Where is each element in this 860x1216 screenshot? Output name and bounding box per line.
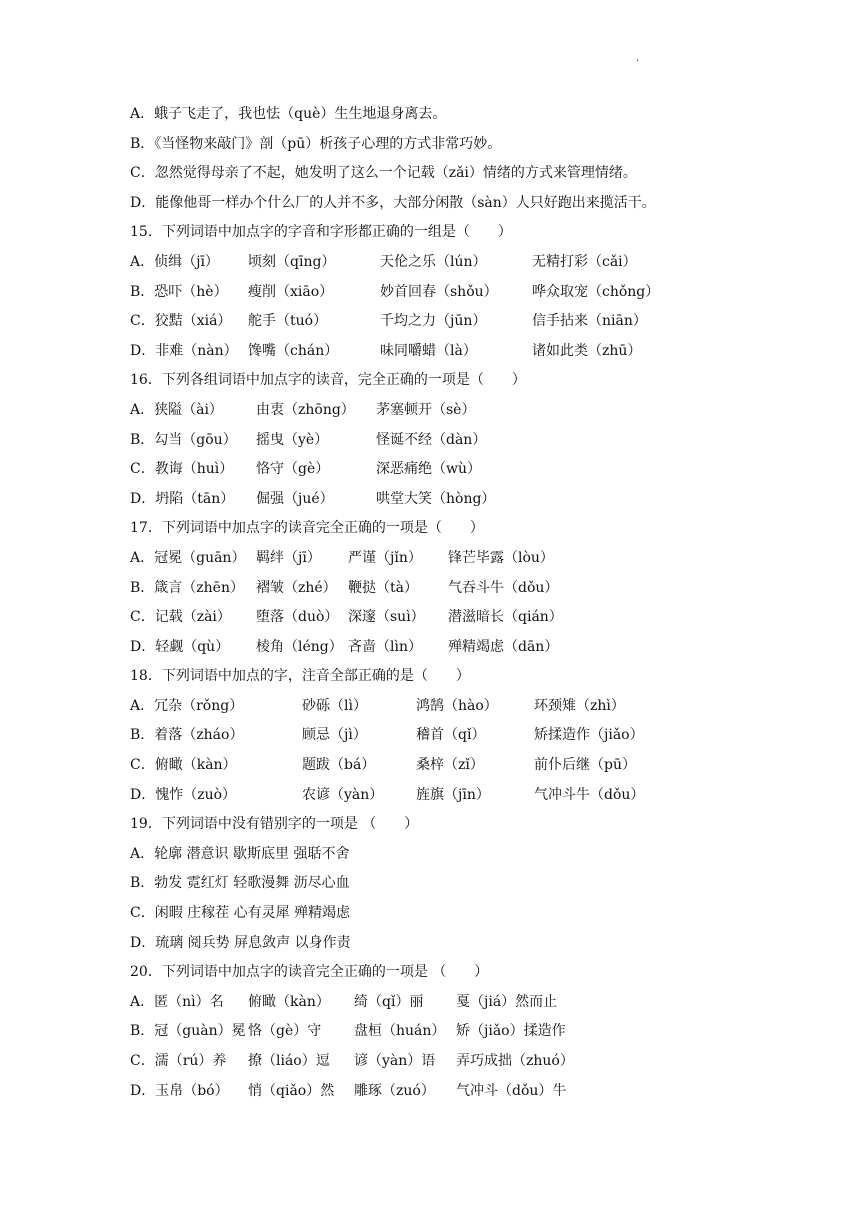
option-item: C．教诲（huì） bbox=[130, 461, 234, 478]
option-item: B．箴言（zhēn） bbox=[130, 579, 244, 596]
option-item: 顾忌（jì） bbox=[302, 727, 367, 744]
option-row bbox=[130, 574, 830, 604]
text-line bbox=[130, 514, 830, 544]
option-item: 严谨（jǐn） bbox=[348, 549, 422, 566]
option-row bbox=[130, 426, 830, 456]
option-item: 恪（gè）守 bbox=[248, 1023, 322, 1040]
option-row bbox=[130, 692, 830, 722]
option-item: 瘦削（xiāo） bbox=[248, 283, 334, 300]
option-item: 环颈雉（zhì） bbox=[534, 697, 625, 714]
text-line bbox=[130, 218, 830, 248]
option-item: 恪守（gè） bbox=[256, 461, 330, 478]
option-item: C．狡黠（xiá） bbox=[130, 313, 232, 330]
option-row bbox=[130, 721, 830, 751]
line-text: 17．下列词语中加点字的读音完全正确的一项是（ ） bbox=[130, 520, 484, 537]
option-item: 戛（jiá）然而止 bbox=[456, 993, 558, 1010]
option-row bbox=[130, 337, 830, 367]
option-item: A．匿（nì）名 bbox=[130, 993, 224, 1010]
option-item: 农谚（yàn） bbox=[302, 786, 384, 803]
text-line bbox=[130, 130, 830, 160]
option-item: 哗众取宠（chǒng） bbox=[532, 283, 660, 300]
option-item: A．冠冕（guān） bbox=[130, 549, 246, 566]
option-row bbox=[130, 751, 830, 781]
option-item: B．冠（guàn）冕 bbox=[130, 1023, 246, 1040]
option-item: 矫揉造作（jiǎo） bbox=[534, 727, 644, 744]
option-row bbox=[130, 544, 830, 574]
line-text: B．《当怪物来敲门》剖（pū）析孩子心理的方式非常巧妙。 bbox=[130, 135, 502, 152]
option-item: 稽首（qǐ） bbox=[416, 727, 486, 744]
option-item: 顷刻（qīng） bbox=[248, 253, 336, 270]
option-item: B．着落（zháo） bbox=[130, 727, 244, 744]
option-row bbox=[130, 603, 830, 633]
line-text: C．忽然觉得母亲了不起，她发明了这么一个记载（zǎi）情绪的方式来管理情绪。 bbox=[130, 165, 637, 182]
option-item: 由衷（zhōng） bbox=[256, 401, 355, 418]
option-item: B．恐吓（hè） bbox=[130, 283, 228, 300]
text-line bbox=[130, 189, 830, 219]
option-item: 砂砾（lì） bbox=[302, 697, 367, 714]
line-text: C．闲暇 庄稼茬 心有灵犀 殚精竭虑 bbox=[130, 905, 351, 922]
option-item: 雕琢（zuó） bbox=[354, 1082, 435, 1099]
option-item: 诸如此类（zhū） bbox=[532, 342, 642, 359]
line-text: B．勃发 霓红灯 轻歌漫舞 沥尽心血 bbox=[130, 875, 350, 892]
text-line bbox=[130, 958, 830, 988]
option-item: 舵手（tuó） bbox=[248, 313, 328, 330]
option-item: A．狭隘（ài） bbox=[130, 401, 223, 418]
line-text: D．琉璃 阅兵势 屏息敛声 以身作责 bbox=[130, 934, 351, 951]
option-item: 殚精竭虑（dān） bbox=[448, 638, 559, 655]
option-item: 鞭挞（tà） bbox=[348, 579, 418, 596]
option-item: 吝啬（lìn） bbox=[348, 638, 422, 655]
option-item: 味同嚼蜡（là） bbox=[380, 342, 477, 359]
option-item: 茅塞顿开（sè） bbox=[376, 401, 476, 418]
option-item: C．濡（rú）养 bbox=[130, 1053, 227, 1069]
option-item: 绮（qǐ）丽 bbox=[354, 993, 424, 1010]
option-item: 题跋（bá） bbox=[302, 757, 376, 774]
option-item: D．轻觑（qù） bbox=[130, 638, 230, 655]
line-text: 16．下列各组词语中加点字的读音，完全正确的一项是（ ） bbox=[130, 372, 526, 389]
line-text: D．能像他哥一样办个什么厂的人并不多，大部分闲散（sàn）人只好跑出来揽活干。 bbox=[130, 194, 656, 211]
option-row bbox=[130, 781, 830, 811]
text-line bbox=[130, 810, 830, 840]
line-text: 18．下列词语中加点的字，注音全部正确的是（ ） bbox=[130, 668, 470, 685]
header-mark: · bbox=[636, 56, 640, 67]
option-item: B．勾当（gōu） bbox=[130, 431, 237, 448]
option-item: 盘桓（huán） bbox=[354, 1023, 446, 1040]
option-item: 妙首回春（shǒu） bbox=[380, 283, 498, 300]
option-row bbox=[130, 633, 830, 663]
option-item: 哄堂大笑（hòng） bbox=[376, 490, 496, 507]
option-item: D．愧怍（zuò） bbox=[130, 786, 237, 803]
option-row bbox=[130, 278, 830, 308]
text-line bbox=[130, 662, 830, 692]
option-item: C．俯瞰（kàn） bbox=[130, 757, 237, 774]
option-item: D．非难（nàn） bbox=[130, 342, 238, 359]
option-row bbox=[130, 485, 830, 515]
option-item: 深邃（suì） bbox=[348, 609, 425, 626]
text-line bbox=[130, 929, 830, 959]
line-text: 19．下列词语中没有错别字的一项是 （ ） bbox=[130, 816, 419, 833]
option-item: 馋嘴（chán） bbox=[248, 342, 339, 359]
option-item: D．坍陷（tān） bbox=[130, 490, 235, 507]
option-row bbox=[130, 988, 830, 1018]
option-item: C．记载（zài） bbox=[130, 609, 231, 626]
option-row bbox=[130, 396, 830, 426]
line-text: A．轮廓 潜意识 歇斯底里 强聒不舍 bbox=[130, 845, 350, 862]
option-item: 谚（yàn）语 bbox=[354, 1053, 436, 1069]
text-line bbox=[130, 869, 830, 899]
line-text: A．蛾子飞走了，我也怯（què）生生地退身离去。 bbox=[130, 106, 447, 122]
option-item: 信手拈来（niān） bbox=[532, 313, 647, 330]
option-item: 千均之力（jūn） bbox=[380, 313, 487, 330]
option-item: 悄（qiǎo）然 bbox=[248, 1082, 335, 1099]
option-item: 天伦之乐（lún） bbox=[380, 253, 487, 270]
option-item: 深恶痛绝（wù） bbox=[376, 461, 481, 478]
option-item: A．冗杂（rǒng） bbox=[130, 697, 244, 714]
option-item: 桑梓（zǐ） bbox=[416, 757, 484, 774]
option-item: 潜滋暗长（qián） bbox=[448, 609, 563, 626]
option-item: 棱角（léng） bbox=[256, 638, 343, 655]
option-item: 无精打彩（cǎi） bbox=[532, 253, 637, 270]
option-item: D．玉帛（bó） bbox=[130, 1082, 229, 1099]
option-item: 矫（jiǎo）揉造作 bbox=[456, 1023, 566, 1040]
option-row bbox=[130, 307, 830, 337]
option-item: 倔强（jué） bbox=[256, 490, 334, 507]
document-page bbox=[130, 100, 830, 1106]
option-item: 锋芒毕露（lòu） bbox=[448, 549, 554, 566]
option-row bbox=[130, 248, 830, 278]
option-item: 气吞斗牛（dǒu） bbox=[448, 579, 559, 596]
option-item: 弄巧成拙（zhuó） bbox=[456, 1053, 574, 1069]
option-item: 气冲斗牛（dǒu） bbox=[534, 786, 645, 803]
option-item: A．侦缉（jī） bbox=[130, 253, 219, 270]
option-item: 旌旗（jīn） bbox=[416, 786, 490, 803]
option-item: 堕落（duò） bbox=[256, 609, 339, 626]
line-text: 20．下列词语中加点字的读音完全正确的一项是 （ ） bbox=[130, 964, 489, 981]
option-item: 羁绊（jī） bbox=[256, 549, 321, 566]
option-item: 怪诞不经（dàn） bbox=[376, 431, 487, 448]
line-text: 15．下列词语中加点字的字音和字形都正确的一组是（ ） bbox=[130, 224, 512, 241]
text-line bbox=[130, 159, 830, 189]
option-item: 摇曳（yè） bbox=[256, 431, 329, 448]
option-item: 撩（liáo）逗 bbox=[248, 1053, 330, 1069]
option-item: 鸿鹄（hào） bbox=[416, 697, 498, 714]
option-row bbox=[130, 1077, 830, 1107]
text-line bbox=[130, 366, 830, 396]
text-line bbox=[130, 840, 830, 870]
option-item: 俯瞰（kàn） bbox=[248, 993, 330, 1010]
option-item: 前仆后继（pū） bbox=[534, 757, 636, 774]
option-row bbox=[130, 1017, 830, 1047]
option-row bbox=[130, 455, 830, 485]
text-line bbox=[130, 899, 830, 929]
text-line bbox=[130, 100, 830, 130]
option-row bbox=[130, 1047, 830, 1077]
option-item: 气冲斗（dǒu）牛 bbox=[456, 1082, 567, 1099]
option-item: 褶皱（zhé） bbox=[256, 579, 337, 596]
